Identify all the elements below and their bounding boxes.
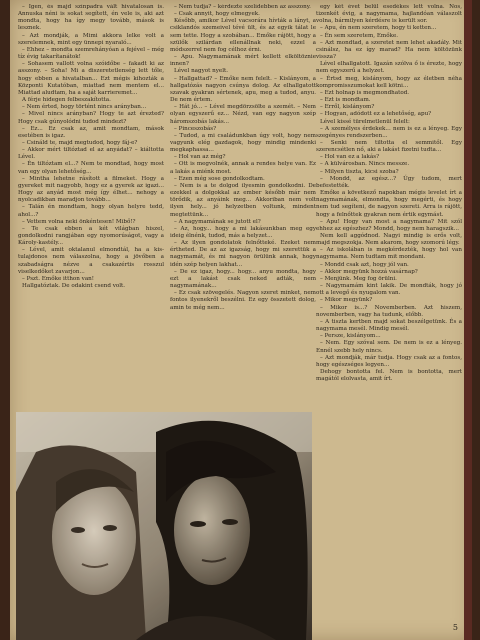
paragraph: – Mondd csak azt, hogy jól van.: [320, 261, 409, 268]
paragraph: – Csináld te, majd megtudod, hogy fáj-e?: [22, 139, 138, 146]
paragraph: – Mivel nincs arányban? Hogy te azt érezted? Hogy csak gúnyolódni tudod mindezt?: [18, 111, 164, 125]
paragraph: – Ezen még sose gondolkodtam.: [174, 175, 265, 182]
paragraph: – Hát jó... – Lével megdörzsölte a szemét. – Nem olyan egyszerű ez... Nézd, van egy nagyon szép háromszobás lakás...: [170, 104, 316, 125]
paragraph: – Csak annyit, hogy elmegyek.: [174, 11, 260, 18]
text-column-left: [18, 4, 164, 412]
paragraph: – Erről, kislányom?: [320, 104, 375, 111]
paragraph: – Mikor megyünk?: [320, 297, 373, 304]
paragraph: – Az ilyen gondolatok felnőtteké. Ezeket nem értheted. De az az igazság, hogy mi szerettük a nagymamát, és mi nagyon örülünk annak, hogy idén szép helyen lakhat...: [170, 240, 316, 268]
paragraph: – Ez... Ez csak az, amit mondtam, mások esetében is igaz.: [18, 125, 164, 139]
paragraph: – Azt mondják, már tudja. Hogy csak az a fontos, hogy egészséges legyen...: [316, 354, 462, 368]
paragraph: – Az, hogy... hogy a mi lakásunkban meg egy ideig élnénk, tudod, más a helyzet...: [170, 225, 316, 239]
text-column-middle: [170, 4, 316, 424]
paragraph: – Hol van ez a lakás?: [320, 154, 380, 161]
paragraph: – Senki nem tiltotta el semmitől. Egy szerencsétlen nő, aki a lakást fizetni tudta...: [316, 139, 462, 154]
text-column-right: [316, 4, 462, 604]
paragraph: – Te csak ebben a két világban hiszel, gondolkodni rangjában egy nyomorúságot, vagy a Károly-kastély...: [18, 225, 164, 247]
paragraph: – Ezt is mondtam.: [320, 97, 371, 104]
paragraph: – Értsd meg, kislányom, hogy az életben néha kompromisszumokat kell kötni...: [316, 75, 462, 89]
paragraph: – Vettem volna neki önkéntesen! Mibő!?: [22, 218, 136, 225]
paragraph: Hallgatóztak. De odakint csend volt.: [22, 283, 126, 290]
paragraph: – Nagymamám kint lakik. De mondták, hogy jó ott a levegő és nyugalom van.: [316, 283, 462, 297]
paragraph: – De ez igaz, hogy... hogy... anyu mondta, hogy ezt a lakást csak neked adták, nem nagymamának...: [170, 268, 316, 290]
paragraph: – Igen, és majd színpadra vált hivatalosan is. Annuska néni is sokat segített, én vele is, aki azt mondta, hogy ha így megy tovább, mások is lesznek.: [18, 4, 164, 32]
paragraph: – Ott is megvolnék, annak a rendes helye van. Ez a lakás a miénk most.: [170, 161, 316, 175]
paragraph: – Hol van az még?: [174, 154, 226, 161]
paragraph: Emőke a következő napokban mégis levelet írt a nagymamának, elmondta, hogy megérti, és hogy nem tud segíteni, de nagyon szereti. Arra is rájött, hogy a felnőttek gyakran nem értik egymást.: [316, 190, 462, 218]
paragraph: – Pinceszobás?: [174, 125, 217, 132]
paragraph: – Talán én mondtam, hogy olyan helyre tedd, ahol...?: [18, 204, 164, 218]
paragraph: – Pszt. Emőke itthon van!: [22, 275, 95, 282]
paragraph: – Apu! Hogy van most a nagymama? Mit szól ehhez az egészhez? Mondd, hogy nem haragszik...: [316, 218, 462, 232]
paragraph: – Én tiltóztam el...? Nem te mondtad, hogy most van egy olyan lehetőség...: [18, 161, 164, 175]
paragraph: – A nagymamának se jutott el?: [174, 218, 261, 225]
paragraph: – A személyes érdekek... nem is ez a lényeg. Egy szegényes rendszerben...: [316, 125, 462, 139]
photo-mother-and-daughter: [16, 412, 312, 640]
page-number: 5: [452, 623, 458, 632]
paragraph: – Nem. Egy szóval sem. De nem is ez a lényeg. Ennél szebb hely nincs.: [316, 340, 462, 354]
paragraph: Nem kell aggódnod. Nagyi mindig is erős volt, majd megszokja. Nem akarom, hogy szomorú légy.: [316, 233, 462, 247]
book-spine: [464, 0, 472, 640]
paragraph: – Azt mondják, a Mimi akkora lelke volt a szerelemnek, mint egy ünnepi nyaraló...: [18, 32, 164, 46]
paragraph: – Mikor is...? Novemberben. Azt hiszem, novemberben, vagy ha tudunk, előbb.: [316, 304, 462, 318]
paragraph: – Az iskolában is megkérdezték, hogy hol van nagymama. Nem tudtam mit mondani.: [316, 247, 462, 261]
magazine-page: [10, 0, 472, 640]
paragraph: – Ez csak szövegelés. Nagyon szeret minket, nem fontos ilyenekről beszélni. Ez egy összetett dolog, amin te még nem...: [170, 290, 316, 311]
paragraph: – Én sem szeretem, Emőke.: [320, 32, 399, 39]
paragraph: – Menjünk. Meg fog örülni.: [320, 275, 397, 282]
paragraph: – Nem érted, hogy történt nincs arányban...: [22, 104, 147, 111]
paragraph: Lével nagyot nyelt.: [174, 68, 229, 75]
paragraph: – Mondd, az egész...? Úgy tudom, mert befestették.: [316, 175, 462, 189]
paragraph: – Azt mondtad, a szeretet nem lehet akadály. Mit csinálsz, ha ez így marad? Ha nem költözünk vissza?: [316, 39, 462, 61]
paragraph: – Lével, amit oktalanul elmondtál, ha a kis-tulajdonos nem válaszolna, hogy a jövőben a szabadságra nézve a csakazértis rosszul viselkedőket zavarjon...: [18, 247, 164, 275]
paragraph: Lével elhallgatott. Igazán szólva ő is érezte, hogy nem egyszerű a helyzet.: [316, 61, 462, 75]
paragraph: Lével kissé türelmetlenül felelt:: [320, 118, 410, 125]
paragraph: – Sohasem vallott volna szóidőbe – fakadt ki az asszony. – Soha! Mi a diszeretetlenség lett tőle, hogy ebben a hivatalban... Ezt mégis kihozták a Központi Kutatóban, miattad nem mentem el... Miattad aludtam, ha a saját karrieremet...: [18, 61, 164, 96]
paragraph: – Milyen tiszta, kicsi szoba?: [320, 168, 399, 175]
paragraph: – Akkor megyünk hozzá vasárnap?: [320, 268, 418, 275]
paragraph: – Nem tudja? – kérdezte szelídebben az asszony.: [174, 4, 311, 10]
paragraph: – Ehhez – mondta szemrehányóan a fejével – még tíz évig takarítanátok!: [18, 46, 164, 61]
paragraph: – Persze, kislányom...: [320, 333, 381, 340]
paragraph: – Akkor mért tiltóztad el az anyádat? – kiáltotta Lével.: [18, 147, 164, 161]
paragraph: egy két évet belül esedékes lett volna. Nos, tizenkét évig, a nagymama, hajlandóan válaszolt volna, bármilyen kérdésre is került sor.: [316, 4, 462, 25]
paragraph: – Tudod, a mi családunkban úgy volt, hogy nem vagyunk elég gazdagok, hogy mindig mindenki megkaphassa...: [170, 132, 316, 154]
paragraph: – Mintha lehetne rásított a filmeket. Hogy a gyereket mit nagyobb, hogy ez a gyerek az igazi... Hogy az anyád most még így élhet... nehogy a nyolcadikban maradjon tovább...: [18, 175, 164, 204]
paragraph: – Hallgattad? – Emőke nem felelt. – Kislányom, a hallgatózás nagyon csúnya dolog. Az elhallgatott szavak gyakran sértenek, apu, meg a tudod, anyu. De nem értem.: [170, 75, 316, 104]
paragraph: A férje hidegen felbeszakította.: [22, 97, 111, 104]
paragraph: Dehogy bontotta fel. Nem is bontotta, mert magától elolvasta, amit írt.: [316, 368, 462, 383]
paragraph: – A külvárosban. Nincs messze.: [320, 161, 410, 168]
paragraph: – A tiszta kertben majd sokat beszélgetünk. És a nagymama mesél. Mindig mesél.: [316, 318, 462, 333]
paragraph: – Hogyan, adódott ez a lehetőség, apu?: [320, 111, 432, 118]
paragraph: – Apu, én nem szeretem, hogy ti ketten...: [320, 25, 437, 32]
paragraph: – Nem is a te dolgod ilyesmin gondolkodni. De ezekkel a dolgokkal az ember később már nem törődik, az anyáink meg... Akkoriban nem volt ilyen hely... jó helyzetben voltunk, mindent megtettünk...: [170, 182, 316, 218]
paragraph: Később, amikor Lével vacsorára hívták a lányt, a csiklandós szemeivel tévé ült, és az egyik tálat le sem tette. Hogy a szobában... Emőke rájött, hogy a szülők szilárdan ellenállnak neki, ezzel a módszerrel nem fog célhoz érni.: [170, 18, 316, 53]
paragraph: – Apu. Nagymamának mért kellett elköltöznie innen?: [170, 54, 316, 68]
paragraph: – Ezt holnap is megmondhatod.: [320, 89, 410, 96]
